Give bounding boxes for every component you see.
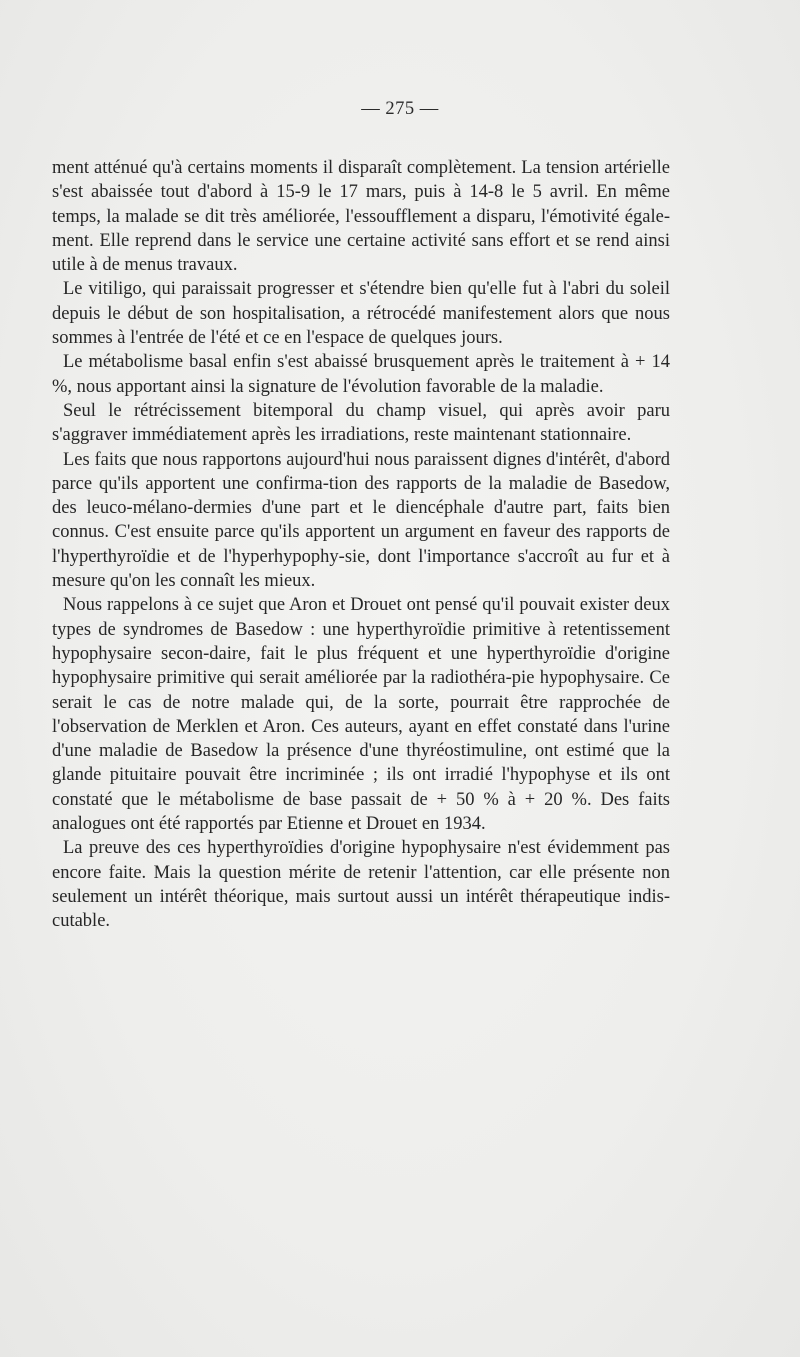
paragraph-continuation: ment atténué qu'à certains moments il disparaît complètement. La tension artérielle s'est abaissée tout d'abord à 15-9 le 17 mars, puis à 14-8 le 5 avril. En même temps, la malade se dit très améliorée, l'essoufflement a disparu, l'émotivité égale-ment. Elle reprend dans le service une certaine activité sans effort et se rend ainsi utile à de menus travaux. <box>52 158 670 276</box>
paragraph-champ-visuel: Seul le rétrécissement bitemporal du champ visuel, qui après avoir paru s'aggraver immédiatement après les irradiations, reste maintenant stationnaire. <box>52 400 670 446</box>
paragraph-conclusion: La preuve des ces hyperthyroïdies d'origine hypophysaire n'est évidemment pas encore faite. Mais la question mérite de retenir l'attention, car elle présente non seulement un intérêt théorique, mais surtout aussi un intérêt thérapeutique indis-cutable. <box>52 838 670 932</box>
page-number: — 275 — <box>361 99 439 119</box>
paragraph-aron-drouet: Nous rappelons à ce sujet que Aron et Drouet ont pensé qu'il pouvait exister deux types de syndromes de Basedow : une hyperthyroïdie primitive à retentissement hypophysaire secon-daire, fait le plus fréquent et une hyperthyroïdie d'origine hypophysaire primitive qui serait améliorée par la radiothéra-pie hypophysaire. Ce serait le cas de notre malade qui, de la sorte, pourrait être rapprochée de l'observation de Merklen et Aron. Ces auteurs, ayant en effet constaté dans l'urine d'une maladie de Basedow la présence d'une thyréostimuline, ont estimé que la glande pituitaire pouvait être incriminée ; ils ont irradié l'hypophyse et ils ont constaté que le métabolisme de base passait de + 50 % à + 20 %. Des faits analogues ont été rapportés par Etienne et Drouet en 1934. <box>52 595 670 835</box>
paragraph-vitiligo: Le vitiligo, qui paraissait progresser et s'étendre bien qu'elle fut à l'abri du soleil depuis le début de son hospitalisation, a rétrocédé manifestement alors que nous sommes à l'entrée de l'été et ce en l'espace de quelques jours. <box>52 279 670 349</box>
paragraph-metabolisme: Le métabolisme basal enfin s'est abaissé brusquement après le traitement à + 14 %, nous apportant ainsi la signature de l'évolution favorable de la maladie. <box>52 352 670 397</box>
body-text <box>52 156 670 934</box>
paragraph-faits: Les faits que nous rapportons aujourd'hui nous paraissent dignes d'intérêt, d'abord parce qu'ils apportent une confirma-tion des rapports de la maladie de Basedow, des leuco-mélano-dermies d'une part et le diencéphale d'autre part, faits bien connus. C'est ensuite parce qu'ils apportent un argument en faveur des rapports de l'hyperthyroïdie et de l'hyperhypophy-sie, dont l'importance s'accroît au fur et à mesure qu'on les connaît les mieux. <box>52 449 670 592</box>
